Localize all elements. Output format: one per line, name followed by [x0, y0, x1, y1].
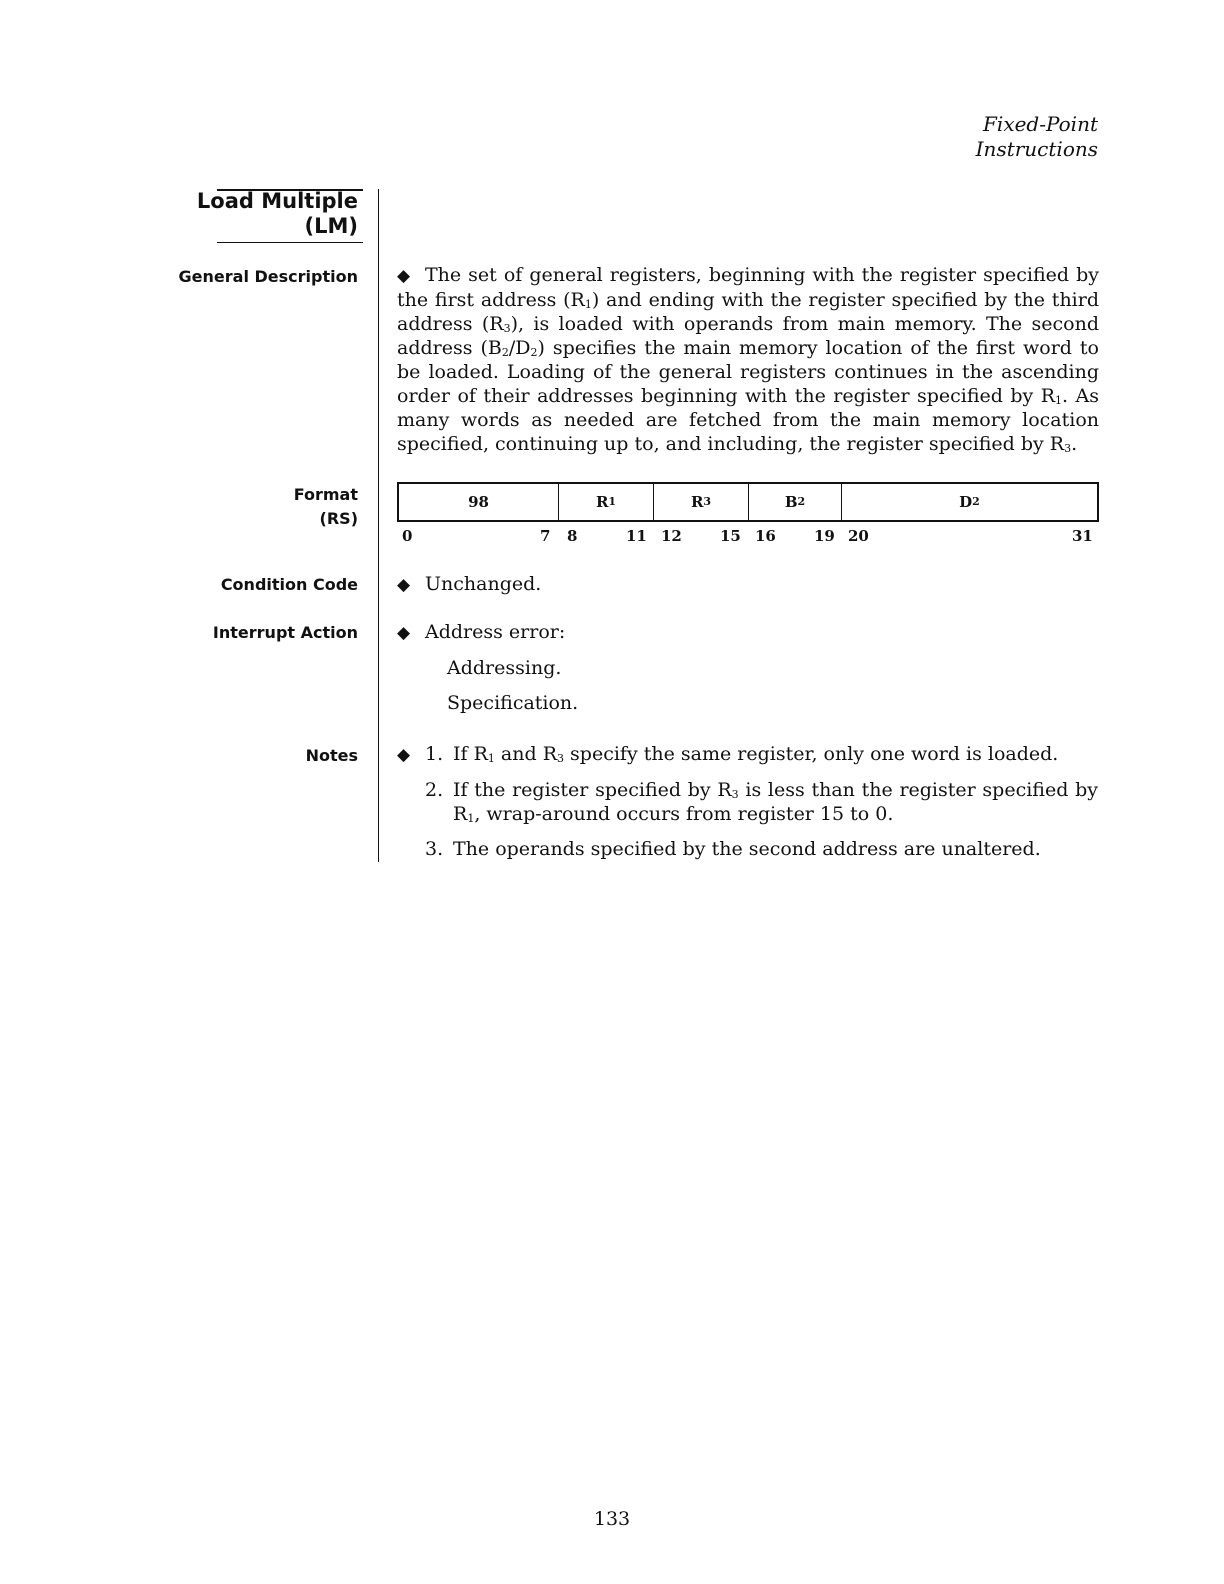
condition-code-text — [397, 572, 1099, 597]
interrupt-action-heading: Address error: — [425, 621, 566, 643]
gd-sub1: 1 — [584, 298, 592, 311]
bit-label: 15 — [720, 527, 741, 545]
running-head-line2: Instructions — [975, 137, 1098, 161]
diamond-bullet-icon: ◆ — [397, 575, 411, 595]
bit-label: 8 — [567, 527, 578, 545]
gd-seg3: ), is loaded with operands from main memory. The second address (B — [397, 313, 1099, 359]
running-head — [798, 112, 1098, 162]
gd-sub6: 3 — [1064, 442, 1072, 455]
format-field-d2: D 2 — [959, 493, 980, 511]
format-field-r1: R 1 — [559, 484, 654, 520]
diamond-bullet-icon: ◆ — [397, 623, 411, 643]
interrupt-action-text — [397, 620, 1099, 715]
section-title — [197, 189, 358, 239]
bit-label: 0 — [402, 527, 413, 545]
gd-seg1: The set of general registers, beginning with the register specified by the first address (R — [397, 264, 1099, 311]
format-field-r3: R 3 — [654, 484, 749, 520]
gd-seg2: ) and ending with the register specified by the third address (R — [397, 289, 1100, 335]
gd-sub5: 1 — [1055, 394, 1063, 407]
diamond-bullet-icon: ◆ — [397, 266, 411, 286]
label-format-line2: (RS) — [319, 509, 358, 528]
general-description-text — [397, 263, 1099, 456]
bit-label: 16 — [755, 527, 776, 545]
bit-label: 7 — [540, 527, 551, 545]
label-general-description: General Description — [178, 267, 358, 286]
label-format — [294, 483, 358, 531]
bit-label: 31 — [1072, 527, 1093, 545]
note-item: 2. If the register specified by $R_3$ is less than the register specified by $R_1$, wrap-around occurs from register 15 to 0. — [425, 779, 1099, 825]
interrupt-item: Addressing. — [447, 657, 562, 679]
instruction-format-diagram — [397, 482, 1099, 522]
format-field-opcode: 98 — [399, 484, 559, 520]
running-head-line1: Fixed-Point — [983, 112, 1098, 136]
note-item: ◆ 1. If $R_1$ and $R_3$ specify the same register, only one word is loaded. — [397, 743, 1059, 765]
section-title-line1: Load Multiple — [196, 189, 358, 213]
bit-label: 19 — [814, 527, 835, 545]
column-divider — [378, 189, 379, 862]
label-condition-code: Condition Code — [220, 575, 358, 594]
condition-code-value: Unchanged. — [425, 573, 542, 595]
gd-seg6: . As many words as needed are fetched from the main memory location specified, continuing up to, and including, the register specified by R — [397, 385, 1099, 455]
gd-seg4: /D — [508, 337, 531, 359]
bit-label: 12 — [661, 527, 682, 545]
bit-label: 20 — [848, 527, 869, 545]
section-title-line2: (LM) — [304, 214, 358, 238]
gd-sub2: 3 — [503, 322, 511, 335]
title-bottom-rule — [217, 242, 363, 243]
bit-label: 11 — [626, 527, 647, 545]
format-field-b2: B 2 — [749, 484, 842, 520]
gd-seg7: . — [1071, 433, 1078, 455]
note-item: 3. The operands specified by the second address are unaltered. — [425, 838, 1041, 860]
page-number: 133 — [593, 1508, 631, 1530]
label-notes: Notes — [305, 746, 358, 765]
gd-sub4: 2 — [530, 346, 538, 359]
gd-seg5: ) specifies the main memory location of the first word to be loaded. Loading of the general registers continues in the ascending order of their addresses beginning with the register specified by R — [397, 337, 1099, 407]
label-interrupt-action: Interrupt Action — [212, 623, 358, 642]
gd-sub3: 2 — [501, 346, 509, 359]
notes-list — [397, 742, 1099, 872]
label-format-line1: Format — [293, 485, 358, 504]
interrupt-item: Specification. — [447, 692, 579, 714]
diamond-bullet-icon: ◆ — [397, 745, 411, 765]
